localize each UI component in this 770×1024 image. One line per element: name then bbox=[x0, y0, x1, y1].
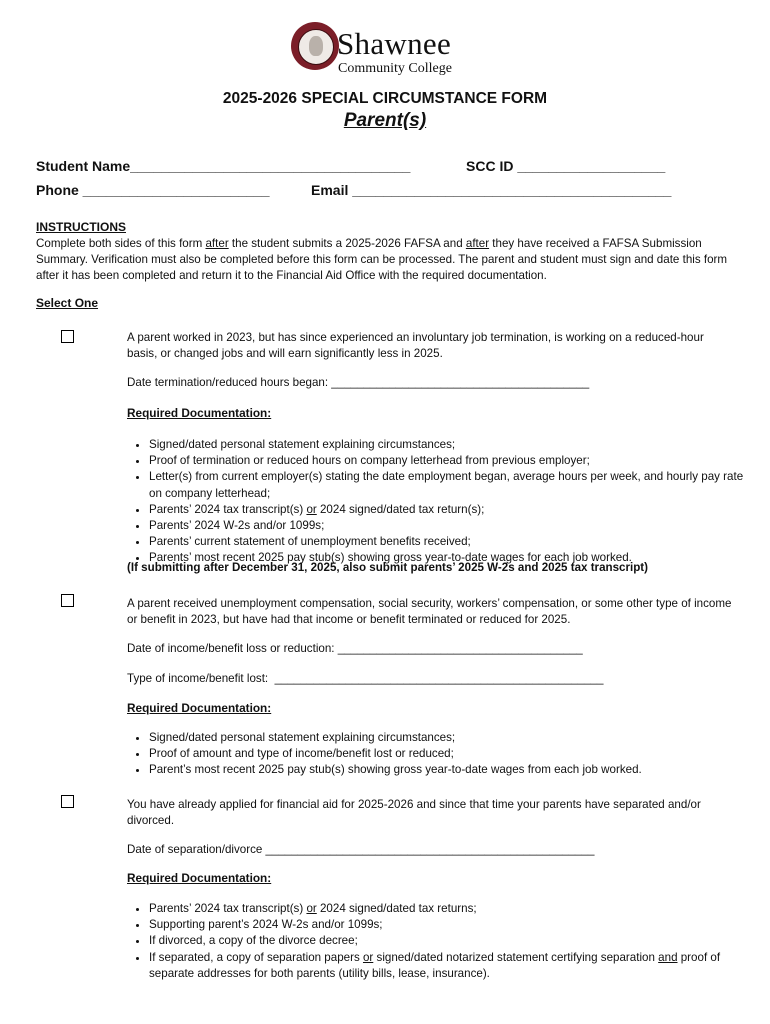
list-item: • Letter(s) from current employer(s) stating the date employment began, average hours per week, and hourly pay rate on company letterhead; bbox=[149, 469, 754, 501]
list-item: • If separated, a copy of separation papers or signed/dated notarized statement certifying separation and proof of separate addresses for both parents (utility bills, lease, insurance). bbox=[149, 950, 754, 982]
option-1-note: (If submitting after December 31, 2025, also submit parents’ 2025 W-2s and 2025 tax transcript) bbox=[127, 561, 649, 574]
list-item: • Signed/dated personal statement explaining circumstances; bbox=[149, 730, 754, 746]
separation-date-field[interactable]: Date of separation/divorce ___________________________________________________ bbox=[127, 843, 595, 856]
select-one-heading: Select One bbox=[36, 296, 99, 310]
option-3-docs-list bbox=[127, 901, 754, 982]
option-2-docs-list bbox=[127, 730, 754, 779]
list-item: • Parent’s most recent 2025 pay stub(s) showing gross year-to-date wages from each job worked. bbox=[149, 762, 754, 778]
list-item: • Proof of amount and type of income/benefit lost or reduced; bbox=[149, 746, 754, 762]
student-name-field[interactable]: Student Name____________________________________ bbox=[36, 158, 411, 174]
option-3-description: You have already applied for financial aid for 2025-2026 and since that time your parents have separated and/or divorced. bbox=[127, 798, 701, 827]
option-3-required-docs-heading: Required Documentation: bbox=[127, 871, 272, 885]
termination-date-field[interactable]: Date termination/reduced hours began: ________________________________________ bbox=[127, 376, 590, 389]
list-item: • Proof of termination or reduced hours on company letterhead from previous employer; bbox=[149, 453, 754, 469]
option-1-required-docs-heading: Required Documentation: bbox=[127, 406, 272, 420]
phone-field[interactable]: Phone ________________________ bbox=[36, 182, 270, 198]
benefit-type-field[interactable]: Type of income/benefit lost: ___________________________________________________ bbox=[127, 672, 604, 685]
list-item: • Supporting parent’s 2024 W-2s and/or 1099s; bbox=[149, 917, 754, 933]
option-2-required-docs-heading: Required Documentation: bbox=[127, 701, 272, 715]
logo-name: Shawnee bbox=[337, 26, 452, 61]
option-1-docs-list bbox=[127, 437, 754, 567]
option-3-checkbox[interactable] bbox=[61, 795, 74, 808]
list-item: • Signed/dated personal statement explaining circumstances; bbox=[149, 437, 754, 453]
list-item: • Parents’ 2024 W-2s and/or 1099s; bbox=[149, 518, 754, 534]
list-item: • Parents’ 2024 tax transcript(s) or 2024 signed/dated tax return(s); bbox=[149, 502, 754, 518]
list-item: • Parents’ 2024 tax transcript(s) or 2024 signed/dated tax returns; bbox=[149, 901, 754, 917]
college-seal-icon bbox=[291, 22, 339, 70]
instructions-heading: INSTRUCTIONS bbox=[36, 220, 126, 234]
list-item: • Parents’ current statement of unemployment benefits received; bbox=[149, 534, 754, 550]
scc-id-field[interactable]: SCC ID ___________________ bbox=[466, 158, 666, 174]
option-1-checkbox[interactable] bbox=[61, 330, 74, 343]
option-2-checkbox[interactable] bbox=[61, 594, 74, 607]
option-2-description: A parent received unemployment compensation, social security, workers’ compensation, or some other type of income or benefit in 2023, but have had that income or benefit terminated or reduced for 2025. bbox=[127, 597, 732, 626]
form-title: 2025-2026 SPECIAL CIRCUMSTANCE FORM bbox=[222, 90, 548, 107]
college-logo bbox=[291, 22, 491, 80]
option-1-description: A parent worked in 2023, but has since experienced an involuntary job termination, is working on a reduced-hour basis, or changed jobs and will earn significantly less in 2025. bbox=[127, 331, 704, 360]
logo-subtitle: Community College bbox=[338, 61, 452, 76]
list-item: • If divorced, a copy of the divorce decree; bbox=[149, 933, 754, 949]
form-subtitle: Parent(s) bbox=[343, 110, 427, 131]
list-item: • Parents’ most recent 2025 pay stub(s) showing gross year-to-date wages for each job worked. bbox=[149, 550, 754, 566]
instructions-body: Complete both sides of this form after the student submits a 2025-2026 FAFSA and after they have received a FAFSA Submission Summary. Verification must also be completed before this form can be processed. The parent and student must sign and date this form after it has been completed and return it to the Financial Aid Office with the required documentation. bbox=[36, 237, 728, 282]
email-field[interactable]: Email _________________________________________ bbox=[311, 182, 672, 198]
benefit-loss-date-field[interactable]: Date of income/benefit loss or reduction: ______________________________________ bbox=[127, 642, 583, 655]
